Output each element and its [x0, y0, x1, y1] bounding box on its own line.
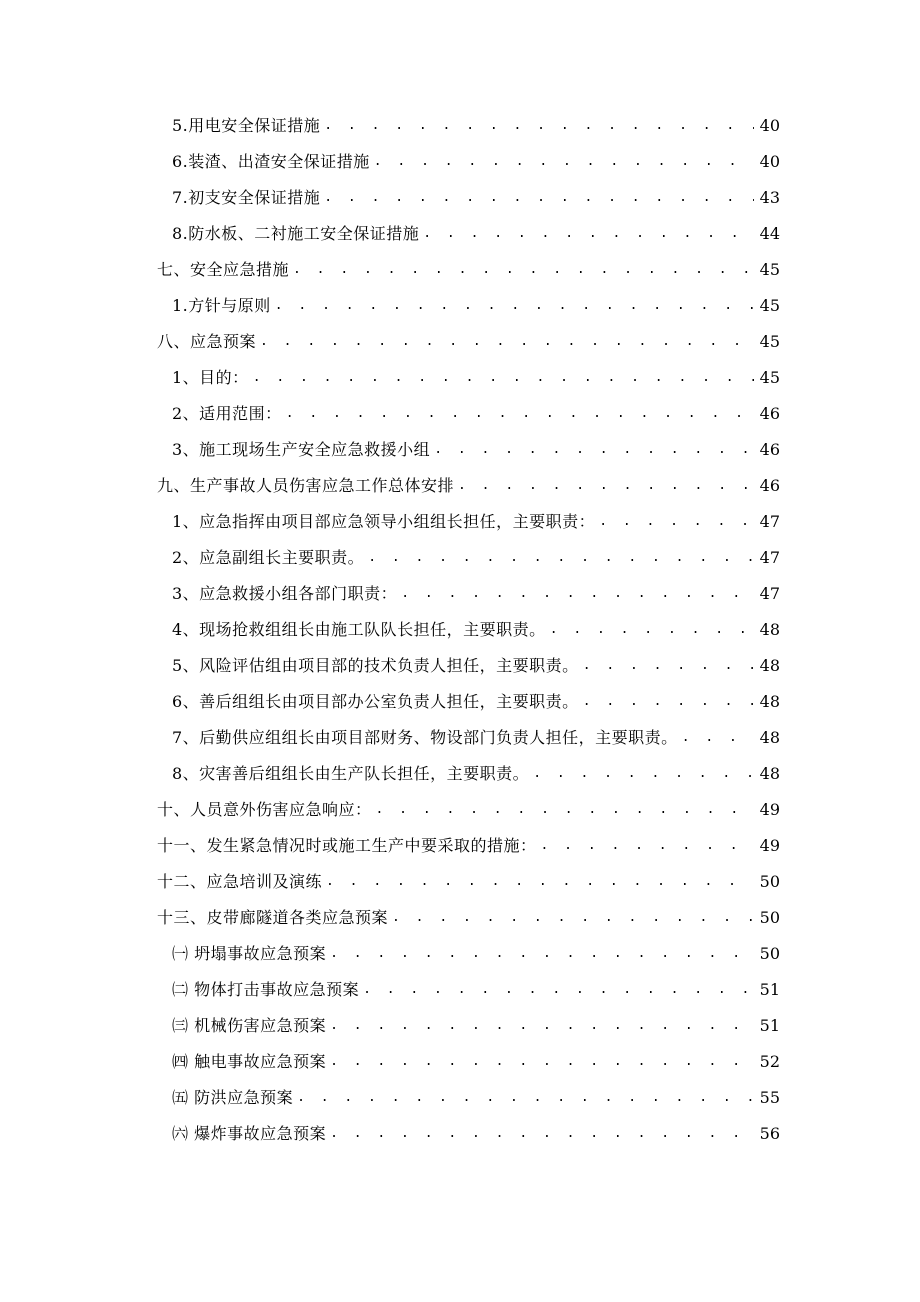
toc-entry[interactable] — [0, 612, 920, 648]
toc-dot-leader — [297, 1080, 754, 1116]
toc-entry-page-number: 48 — [759, 656, 780, 675]
toc-entry-page-number: 45 — [759, 296, 780, 315]
toc-entry-title: 十三、皮带廊隧道各类应急预案 — [157, 908, 389, 927]
toc-entry[interactable] — [0, 432, 920, 468]
toc-dot-leader — [293, 252, 754, 288]
toc-entry-page-number: 43 — [759, 188, 780, 207]
toc-dot-leader — [583, 648, 754, 684]
toc-entry-page-number: 46 — [759, 440, 780, 459]
toc-entry-title: 8、灾害善后组组长由生产队长担任，主要职责。 — [172, 764, 530, 783]
toc-entry-page-number: 48 — [759, 728, 780, 747]
toc-dot-leader — [368, 540, 754, 576]
toc-entry-page-number: 48 — [759, 620, 780, 639]
toc-entry[interactable] — [0, 396, 920, 432]
table-of-contents — [0, 108, 920, 1152]
toc-dot-leader — [324, 180, 754, 216]
toc-entry-title: ㈥ 爆炸事故应急预案 — [172, 1124, 327, 1143]
toc-entry[interactable] — [0, 216, 920, 252]
toc-entry-page-number: 40 — [759, 116, 780, 135]
toc-entry-page-number: 50 — [759, 872, 780, 891]
toc-entry[interactable] — [0, 756, 920, 792]
toc-entry[interactable] — [0, 1116, 920, 1152]
toc-entry-title: ㈡ 物体打击事故应急预案 — [172, 980, 360, 999]
toc-dot-leader — [363, 972, 754, 1008]
toc-entry-page-number: 51 — [759, 1016, 780, 1035]
toc-entry[interactable] — [0, 324, 920, 360]
toc-entry-title: 十二、应急培训及演练 — [157, 872, 323, 891]
toc-entry-title: 2、适用范围： — [172, 404, 282, 423]
toc-entry[interactable] — [0, 504, 920, 540]
toc-entry[interactable] — [0, 684, 920, 720]
toc-dot-leader — [324, 108, 754, 144]
toc-entry[interactable] — [0, 288, 920, 324]
toc-entry[interactable] — [0, 540, 920, 576]
toc-entry[interactable] — [0, 1080, 920, 1116]
toc-entry-page-number: 55 — [759, 1088, 780, 1107]
toc-entry[interactable] — [0, 1044, 920, 1080]
toc-entry[interactable] — [0, 360, 920, 396]
toc-dot-leader — [330, 1008, 754, 1044]
toc-entry-page-number: 45 — [759, 260, 780, 279]
toc-entry-title: 1、应急指挥由项目部应急领导小组组长担任，主要职责： — [172, 512, 596, 531]
toc-entry-page-number: 45 — [759, 332, 780, 351]
toc-entry-title: 七、安全应急措施 — [157, 260, 290, 279]
toc-dot-leader — [541, 828, 754, 864]
toc-dot-leader — [330, 1044, 754, 1080]
toc-entry-title: 1.方针与原则 — [172, 296, 271, 315]
toc-entry-title: 6、善后组组长由项目部办公室负责人担任，主要职责。 — [172, 692, 579, 711]
toc-entry-title: 4、现场抢救组组长由施工队队长担任，主要职责。 — [172, 620, 546, 639]
toc-entry[interactable] — [0, 576, 920, 612]
toc-dot-leader — [275, 288, 754, 324]
toc-entry[interactable] — [0, 180, 920, 216]
toc-entry-page-number: 47 — [759, 548, 780, 567]
toc-entry-page-number: 49 — [759, 800, 780, 819]
toc-entry[interactable] — [0, 828, 920, 864]
toc-entry-page-number: 47 — [759, 512, 780, 531]
toc-entry[interactable] — [0, 468, 920, 504]
toc-entry-title: 1、目的： — [172, 368, 249, 387]
toc-dot-leader — [330, 1116, 754, 1152]
toc-entry[interactable] — [0, 792, 920, 828]
toc-entry-page-number: 46 — [759, 404, 780, 423]
toc-entry-title: 2、应急副组长主要职责。 — [172, 548, 365, 567]
toc-dot-leader — [392, 900, 754, 936]
toc-dot-leader — [434, 432, 754, 468]
toc-entry-page-number: 47 — [759, 584, 780, 603]
toc-entry[interactable] — [0, 648, 920, 684]
toc-entry-title: 十、人员意外伤害应急响应： — [157, 800, 372, 819]
toc-dot-leader — [286, 396, 754, 432]
toc-entry-title: ㈠ 坍塌事故应急预案 — [172, 944, 327, 963]
toc-entry-title: ㈢ 机械伤害应急预案 — [172, 1016, 327, 1035]
toc-entry-page-number: 48 — [759, 764, 780, 783]
toc-entry-title: 5.用电安全保证措施 — [172, 116, 321, 135]
toc-entry[interactable] — [0, 108, 920, 144]
toc-dot-leader — [326, 864, 754, 900]
toc-entry-title: 十一、发生紧急情况时或施工生产中要采取的措施： — [157, 836, 537, 855]
toc-entry-page-number: 52 — [759, 1052, 780, 1071]
toc-entry-title: ㈤ 防洪应急预案 — [172, 1088, 294, 1107]
toc-dot-leader — [401, 576, 754, 612]
toc-entry-title: 7.初支安全保证措施 — [172, 188, 321, 207]
toc-dot-leader — [458, 468, 754, 504]
toc-dot-leader — [533, 756, 754, 792]
toc-entry[interactable] — [0, 144, 920, 180]
toc-entry-page-number: 46 — [759, 476, 780, 495]
toc-entry-title: 八、应急预案 — [157, 332, 257, 351]
toc-dot-leader — [423, 216, 754, 252]
toc-entry-page-number: 50 — [759, 908, 780, 927]
toc-dot-leader — [599, 504, 754, 540]
toc-entry[interactable] — [0, 972, 920, 1008]
toc-entry-page-number: 51 — [759, 980, 780, 999]
toc-entry-title: 3、施工现场生产安全应急救援小组 — [172, 440, 431, 459]
toc-dot-leader — [374, 144, 754, 180]
toc-entry-title: 九、生产事故人员伤害应急工作总体安排 — [157, 476, 455, 495]
toc-dot-leader — [260, 324, 754, 360]
toc-dot-leader — [583, 684, 754, 720]
toc-entry-page-number: 49 — [759, 836, 780, 855]
toc-entry[interactable] — [0, 252, 920, 288]
toc-entry-page-number: 50 — [759, 944, 780, 963]
toc-dot-leader — [376, 792, 754, 828]
toc-dot-leader — [253, 360, 754, 396]
toc-entry-page-number: 40 — [759, 152, 780, 171]
toc-entry-page-number: 44 — [759, 224, 780, 243]
toc-entry[interactable] — [0, 1008, 920, 1044]
toc-entry-page-number: 56 — [759, 1124, 780, 1143]
toc-entry-title: 7、后勤供应组组长由项目部财务、物设部门负责人担任，主要职责。 — [172, 728, 678, 747]
toc-entry[interactable] — [0, 720, 920, 756]
toc-entry[interactable] — [0, 936, 920, 972]
toc-dot-leader — [550, 612, 754, 648]
toc-entry-title: 5、风险评估组由项目部的技术负责人担任，主要职责。 — [172, 656, 579, 675]
toc-entry-title: 3、应急救援小组各部门职责： — [172, 584, 398, 603]
toc-dot-leader — [330, 936, 754, 972]
toc-dot-leader — [682, 720, 754, 756]
toc-entry-page-number: 48 — [759, 692, 780, 711]
toc-entry[interactable] — [0, 900, 920, 936]
toc-entry-title: ㈣ 触电事故应急预案 — [172, 1052, 327, 1071]
toc-entry-title: 6.装渣、出渣安全保证措施 — [172, 152, 370, 171]
toc-entry-title: 8.防水板、二衬施工安全保证措施 — [172, 224, 420, 243]
toc-entry[interactable] — [0, 864, 920, 900]
toc-entry-page-number: 45 — [759, 368, 780, 387]
